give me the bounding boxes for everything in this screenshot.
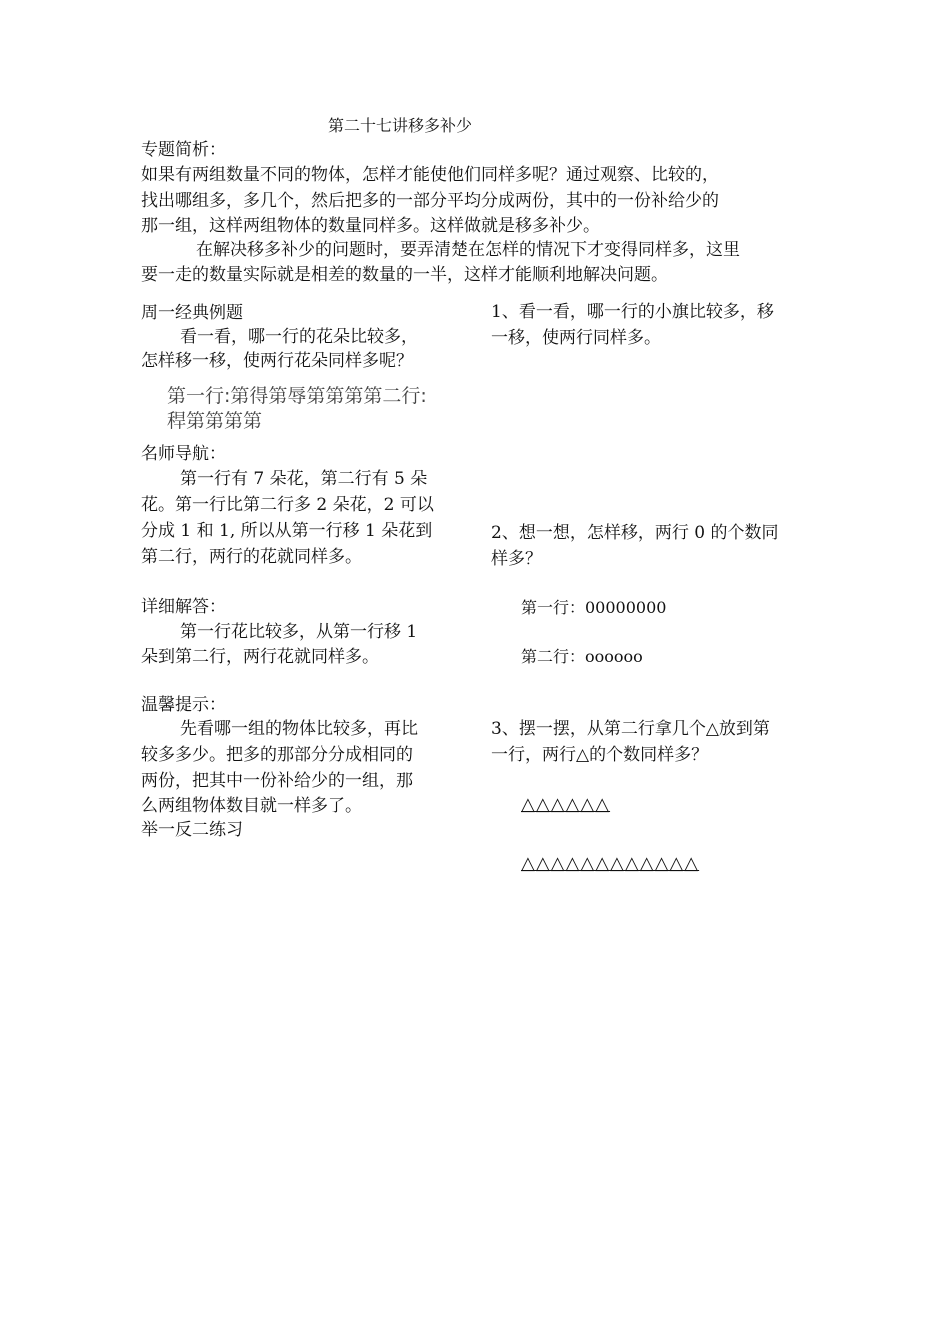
example-heading: 周一经典例题 xyxy=(141,303,243,323)
tip-line-3: 两份，把其中一份补给少的一组，那 xyxy=(141,771,413,791)
tip-line-1: 先看哪一组的物体比较多，再比 xyxy=(180,719,418,739)
q2-row-1: 第一行：00000000 xyxy=(521,598,667,617)
q2-line-1: 2、想一想，怎样移，两行 0 的个数同 xyxy=(491,523,779,543)
q2-line-2: 样多？ xyxy=(491,549,542,569)
tip-line-4: 么两组物体数目就一样多了。 xyxy=(141,796,362,816)
intro-line-5: 要一走的数量实际就是相差的数量的一半，这样才能顺利地解决问题。 xyxy=(141,265,668,285)
answer-line-1: 第一行花比较多，从第一行移 1 xyxy=(180,622,418,642)
q3-triangle-row-2: △△△△△△△△△△△△ xyxy=(521,853,700,874)
tip-heading: 温馨提示： xyxy=(141,695,226,715)
q3-triangle-row-1: △△△△△△ xyxy=(521,794,611,815)
q1-line-2: 一移，使两行同样多。 xyxy=(491,328,661,348)
guide-line-1: 第一行有 7 朵花，第二行有 5 朵 xyxy=(180,469,428,489)
guide-heading: 名师导航： xyxy=(141,444,226,464)
guide-line-4: 第二行，两行的花就同样多。 xyxy=(141,547,362,567)
intro-line-4: 在解决移多补少的问题时，要弄清楚在怎样的情况下才变得同样多，这里 xyxy=(196,240,740,260)
tip-line-2: 较多多少。把多的那部分分成相同的 xyxy=(141,745,413,765)
flower-row-1: 第一行:第得第辱第第第第二行: xyxy=(167,385,427,407)
intro-line-2: 找出哪组多，多几个，然后把多的一部分平均分成两份，其中的一份补给少的 xyxy=(141,191,719,211)
example-line-1: 看一看，哪一行的花朵比较多， xyxy=(180,327,418,347)
answer-line-2: 朵到第二行，两行花就同样多。 xyxy=(141,647,379,667)
q2-row-2: 第二行：oooooo xyxy=(521,647,643,666)
q3-line-1: 3、摆一摆，从第二行拿几个△放到第 xyxy=(491,719,770,739)
q3-line-2: 一行，两行△的个数同样多？ xyxy=(491,745,709,765)
intro-line-1: 如果有两组数量不同的物体，怎样才能使他们同样多呢？通过观察、比较的， xyxy=(141,165,719,185)
intro-heading: 专题简析： xyxy=(141,140,226,160)
flower-row-2: 稈第第第第 xyxy=(167,410,263,432)
example-line-2: 怎样移一移，使两行花朵同样多呢？ xyxy=(141,351,413,371)
guide-line-3: 分成 1 和 1, 所以从第一行移 1 朵花到 xyxy=(141,521,433,541)
answer-heading: 详细解答： xyxy=(141,597,226,617)
page-title: 第二十七讲移多补少 xyxy=(328,116,473,135)
q1-line-1: 1、看一看，哪一行的小旗比较多，移 xyxy=(491,302,774,322)
guide-line-2: 花。第一行比第二行多 2 朵花，2 可以 xyxy=(141,495,434,515)
practice-heading: 举一反二练习 xyxy=(141,820,243,840)
intro-line-3: 那一组，这样两组物体的数量同样多。这样做就是移多补少。 xyxy=(141,216,600,236)
